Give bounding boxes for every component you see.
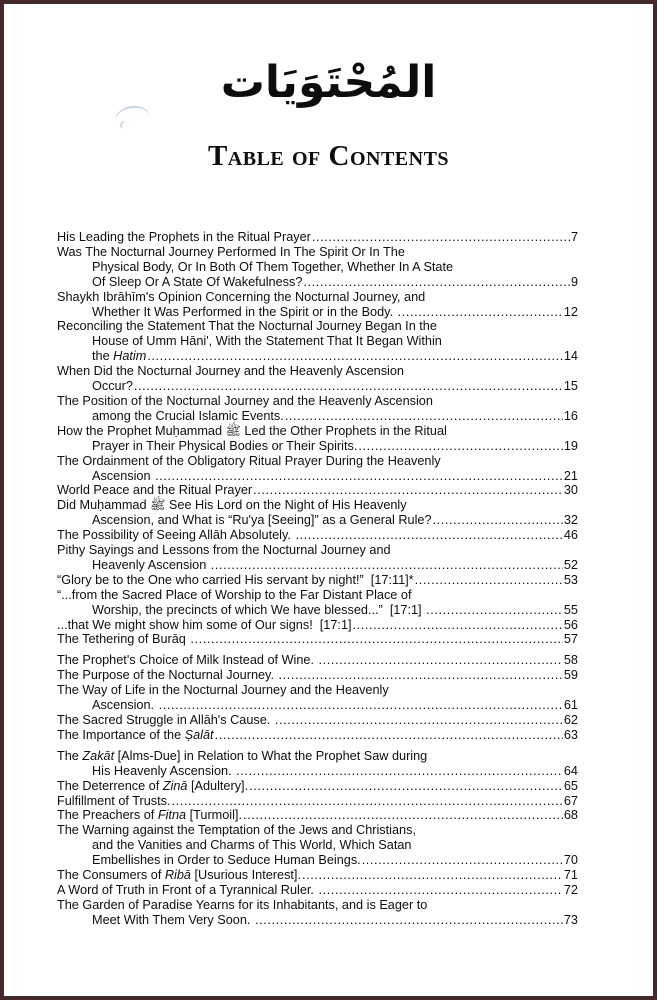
dot-leader	[353, 618, 563, 633]
dot-leader	[362, 853, 563, 868]
toc-entry-line	[57, 653, 578, 668]
toc-entry-text: Ascension.	[92, 698, 158, 713]
toc-entry-text: Shaykh Ibrāhīm's Opinion Concerning the Nocturnal Journey, and	[57, 289, 426, 304]
toc-entry-text: A Word of Truth in Front of a Tyrannical Ruler.	[57, 882, 318, 897]
toc-entry-text: The Sacred Struggle in Allāh's Cause.	[57, 713, 274, 727]
toc-page-number: 16	[563, 408, 578, 423]
toc-entry	[57, 498, 578, 528]
toc-entry-text: The Possibility of Seeing Allāh Absolutely.	[57, 528, 295, 543]
toc-entry	[57, 424, 578, 454]
toc-entry-text: Fulfillment of Trusts.	[57, 793, 171, 808]
toc-page-number: 61	[563, 698, 578, 713]
dot-leader	[312, 230, 570, 245]
toc-entry-line	[57, 439, 578, 454]
toc-entry-text: His Heavenly Ascension.	[92, 763, 236, 778]
toc-entry	[57, 319, 578, 364]
scan-artifact-pen-mark	[119, 120, 131, 132]
toc-entry	[57, 653, 578, 668]
toc-entry-text: Ascension	[92, 468, 155, 483]
toc-page-number: 68	[563, 808, 578, 823]
dot-leader	[398, 305, 563, 320]
toc-entry	[57, 230, 578, 245]
toc-entry-text: His Leading the Prophets in the Ritual Prayer	[57, 230, 311, 244]
toc-entry	[57, 364, 578, 394]
toc-entry-text: The Position of the Nocturnal Journey and the Heavenly Ascension	[57, 393, 433, 408]
toc-entry-line	[57, 698, 578, 713]
toc-entry-text: Ascension, and What is “Ru'ya [Seeing]” as a General Rule?	[92, 513, 432, 528]
dot-leader	[303, 275, 570, 290]
dot-leader	[253, 483, 563, 498]
toc-entry	[57, 713, 578, 728]
toc-entry-line	[57, 868, 578, 883]
toc-page-number: 62	[563, 713, 578, 727]
toc-entry-text: House of Umm Hāni', With the Statement That It Began Within	[92, 334, 442, 349]
toc-page-number: 7	[570, 230, 578, 244]
toc-entry	[57, 794, 578, 809]
dot-leader	[318, 883, 562, 898]
page-title: Table of Contents	[207, 140, 450, 172]
toc-entry-line	[57, 305, 578, 320]
toc-page-number: 55	[563, 602, 578, 617]
toc-entry-line	[57, 528, 578, 543]
toc-entry-text: Worship, the precincts of which We have blessed...” [17:1]	[92, 602, 426, 617]
toc-entry-line	[57, 853, 578, 868]
toc-entry-text: the Hatim	[92, 349, 147, 364]
toc-entry-line	[57, 558, 578, 573]
toc-entry	[57, 543, 578, 573]
toc-entry-text: “...from the Sacred Place of Worship to the Far Distant Place of	[57, 587, 412, 602]
toc-page-number: 73	[563, 912, 578, 927]
dot-leader	[302, 868, 563, 883]
toc-page-number: 64	[563, 763, 578, 778]
toc-entry	[57, 683, 578, 713]
toc-entry-line	[57, 469, 578, 484]
toc-page-number: 14	[563, 349, 578, 364]
toc-page-number: 15	[563, 379, 578, 394]
toc-entry-text: The Consumers of Ribā [Usurious Interest].	[57, 868, 301, 883]
toc-entry-line	[57, 424, 578, 439]
toc-page-number: 57	[563, 632, 578, 647]
toc-entry-text: Prayer in Their Physical Bodies or Their Spirits.	[92, 438, 358, 453]
toc-entry	[57, 528, 578, 543]
toc-entry-line	[57, 603, 578, 618]
toc-entry-line	[57, 275, 578, 290]
toc-entry-text: The Prophet's Choice of Milk Instead of Wine.	[57, 653, 318, 668]
toc-entry	[57, 808, 578, 823]
toc-entry-line	[57, 349, 578, 364]
dot-leader	[190, 632, 563, 647]
toc-entry	[57, 454, 578, 484]
toc-entry-line	[57, 898, 578, 913]
toc-entry-text: When Did the Nocturnal Journey and the Heavenly Ascension	[57, 364, 404, 379]
toc-list	[57, 230, 578, 928]
toc-entry-text: The Way of Life in the Nocturnal Journey and the Heavenly	[57, 683, 389, 698]
toc-entry-line	[57, 779, 578, 794]
toc-entry-text: Embellishes in Order to Seduce Human Beings.	[92, 853, 361, 868]
dot-leader	[285, 409, 563, 424]
toc-page-number: 9	[570, 274, 578, 289]
toc-entry	[57, 668, 578, 683]
toc-entry	[57, 883, 578, 898]
toc-entry-line	[57, 913, 578, 928]
toc-page-number: 56	[563, 617, 578, 632]
toc-page-number: 19	[563, 438, 578, 453]
toc-entry-text: The Garden of Paradise Yearns for its Inhabitants, and is Eager to	[57, 897, 428, 912]
dot-leader	[249, 779, 563, 794]
toc-entry-line	[57, 749, 578, 764]
toc-entry-text: ...that We might show him some of Our signs! [17:1]	[57, 617, 352, 632]
dot-leader	[255, 913, 563, 928]
toc-entry-line	[57, 260, 578, 275]
toc-entry-line	[57, 794, 578, 809]
toc-page-number: 53	[563, 572, 578, 587]
toc-page-number: 30	[563, 483, 578, 498]
toc-entry-line	[57, 245, 578, 260]
toc-entry-text: Heavenly Ascension	[92, 557, 210, 572]
toc-entry-text: and the Vanities and Charms of This World, Which Satan	[92, 838, 412, 853]
toc-entry-line	[57, 543, 578, 558]
toc-entry	[57, 245, 578, 290]
toc-entry-text: Was The Nocturnal Journey Performed In The Spirit Or In The	[57, 244, 405, 259]
toc-entry-text: Reconciling the Statement That the Nocturnal Journey Began In the	[57, 319, 437, 334]
toc-entry-text: The Warning against the Temptation of the Jews and Christians,	[57, 823, 416, 838]
dot-leader	[426, 603, 563, 618]
dot-leader	[295, 528, 562, 543]
toc-entry	[57, 823, 578, 868]
toc-entry-line	[57, 838, 578, 853]
toc-page-number: 32	[563, 513, 578, 528]
dot-leader	[358, 439, 563, 454]
toc-entry	[57, 573, 578, 588]
toc-entry-line	[57, 764, 578, 779]
toc-entry-text: Whether It Was Performed in the Spirit or in the Body.	[92, 304, 397, 319]
toc-entry-text: The Tethering of Burāq	[57, 632, 190, 647]
toc-entry-text: Of Sleep Or A State Of Wakefulness?	[92, 274, 303, 289]
toc-entry-line	[57, 409, 578, 424]
toc-entry-line	[57, 364, 578, 379]
toc-entry-line	[57, 823, 578, 838]
toc-entry-line	[57, 319, 578, 334]
toc-entry	[57, 749, 578, 779]
dot-leader	[236, 764, 563, 779]
toc-entry-line	[57, 230, 578, 245]
toc-entry-line	[57, 483, 578, 498]
toc-entry-line	[57, 290, 578, 305]
dot-leader	[415, 573, 563, 588]
toc-entry-text: Meet With Them Very Soon.	[92, 912, 254, 927]
toc-entry-line	[57, 883, 578, 898]
toc-page-number: 52	[563, 557, 578, 572]
toc-entry	[57, 728, 578, 743]
toc-entry-text: Pithy Sayings and Lessons from the Nocturnal Journey and	[57, 543, 391, 558]
dot-leader	[159, 698, 563, 713]
toc-entry-line	[57, 668, 578, 683]
dot-leader	[433, 513, 563, 528]
toc-page-number: 63	[563, 727, 578, 742]
toc-entry	[57, 394, 578, 424]
toc-entry-text: Occur?	[92, 379, 133, 394]
toc-entry-line	[57, 683, 578, 698]
toc-entry-line	[57, 588, 578, 603]
toc-entry-line	[57, 728, 578, 743]
dot-leader	[319, 653, 563, 668]
dot-leader	[211, 558, 563, 573]
toc-page-number: 67	[563, 793, 578, 808]
toc-page-number: 21	[563, 468, 578, 483]
toc-entry-text: “Glory be to the One who carried His servant by night!” [17:11]*	[57, 572, 414, 587]
toc-entry	[57, 632, 578, 647]
toc-page-number: 12	[563, 304, 578, 319]
toc-entry-line	[57, 454, 578, 469]
toc-entry-text: The Preachers of Fitna [Turmoil].	[57, 808, 242, 823]
toc-entry-line	[57, 618, 578, 633]
toc-entry	[57, 290, 578, 320]
toc-entry-text: The Purpose of the Nocturnal Journey.	[57, 668, 278, 683]
toc-page-number: 71	[563, 868, 578, 883]
toc-entry-line	[57, 713, 578, 728]
toc-entry-text: The Zakāt [Alms-Due] in Relation to What the Prophet Saw during	[57, 748, 428, 763]
dot-leader	[134, 379, 563, 394]
toc-entry-line	[57, 808, 578, 823]
toc-page-number: 72	[563, 882, 578, 897]
toc-page-number: 70	[563, 853, 578, 868]
toc-entry	[57, 868, 578, 883]
toc-entry-line	[57, 513, 578, 528]
toc-entry	[57, 779, 578, 794]
dot-leader	[243, 808, 563, 823]
toc-entry	[57, 618, 578, 633]
dot-leader	[147, 349, 563, 364]
dot-leader	[275, 713, 563, 728]
toc-entry-text: The Deterrence of Zinā [Adultery].	[57, 778, 249, 793]
toc-entry-line	[57, 334, 578, 349]
toc-entry-line	[57, 573, 578, 588]
toc-page-number: 59	[563, 668, 578, 683]
toc-entry-text: Physical Body, Or In Both Of Them Together, Whether In A State	[92, 259, 454, 274]
toc-entry-line	[57, 498, 578, 513]
toc-entry-text: World Peace and the Ritual Prayer	[57, 483, 253, 498]
dot-leader	[155, 469, 563, 484]
dot-leader	[215, 728, 563, 743]
toc-entry	[57, 588, 578, 618]
toc-entry	[57, 898, 578, 928]
toc-entry-text: among the Crucial Islamic Events.	[92, 408, 284, 423]
toc-entry-text: How the Prophet Muḥammad ﷺ Led the Other Prophets in the Ritual	[57, 423, 447, 438]
arabic-calligraphy-title: المُحْتَوَيَات	[220, 57, 437, 108]
toc-entry-text: Did Muḥammad ﷺ See His Lord on the Night of His Heavenly	[57, 498, 407, 513]
toc-entry-line	[57, 379, 578, 394]
toc-page-number: 65	[563, 778, 578, 793]
toc-entry-line	[57, 632, 578, 647]
toc-entry-text: The Importance of the Ṣalāt	[57, 727, 214, 742]
toc-entry	[57, 483, 578, 498]
toc-page-number: 46	[563, 528, 578, 543]
dot-leader	[172, 794, 563, 809]
toc-page-number: 58	[563, 653, 578, 668]
toc-entry-line	[57, 394, 578, 409]
dot-leader	[279, 668, 563, 683]
toc-entry-text: The Ordainment of the Obligatory Ritual Prayer During the Heavenly	[57, 453, 441, 468]
